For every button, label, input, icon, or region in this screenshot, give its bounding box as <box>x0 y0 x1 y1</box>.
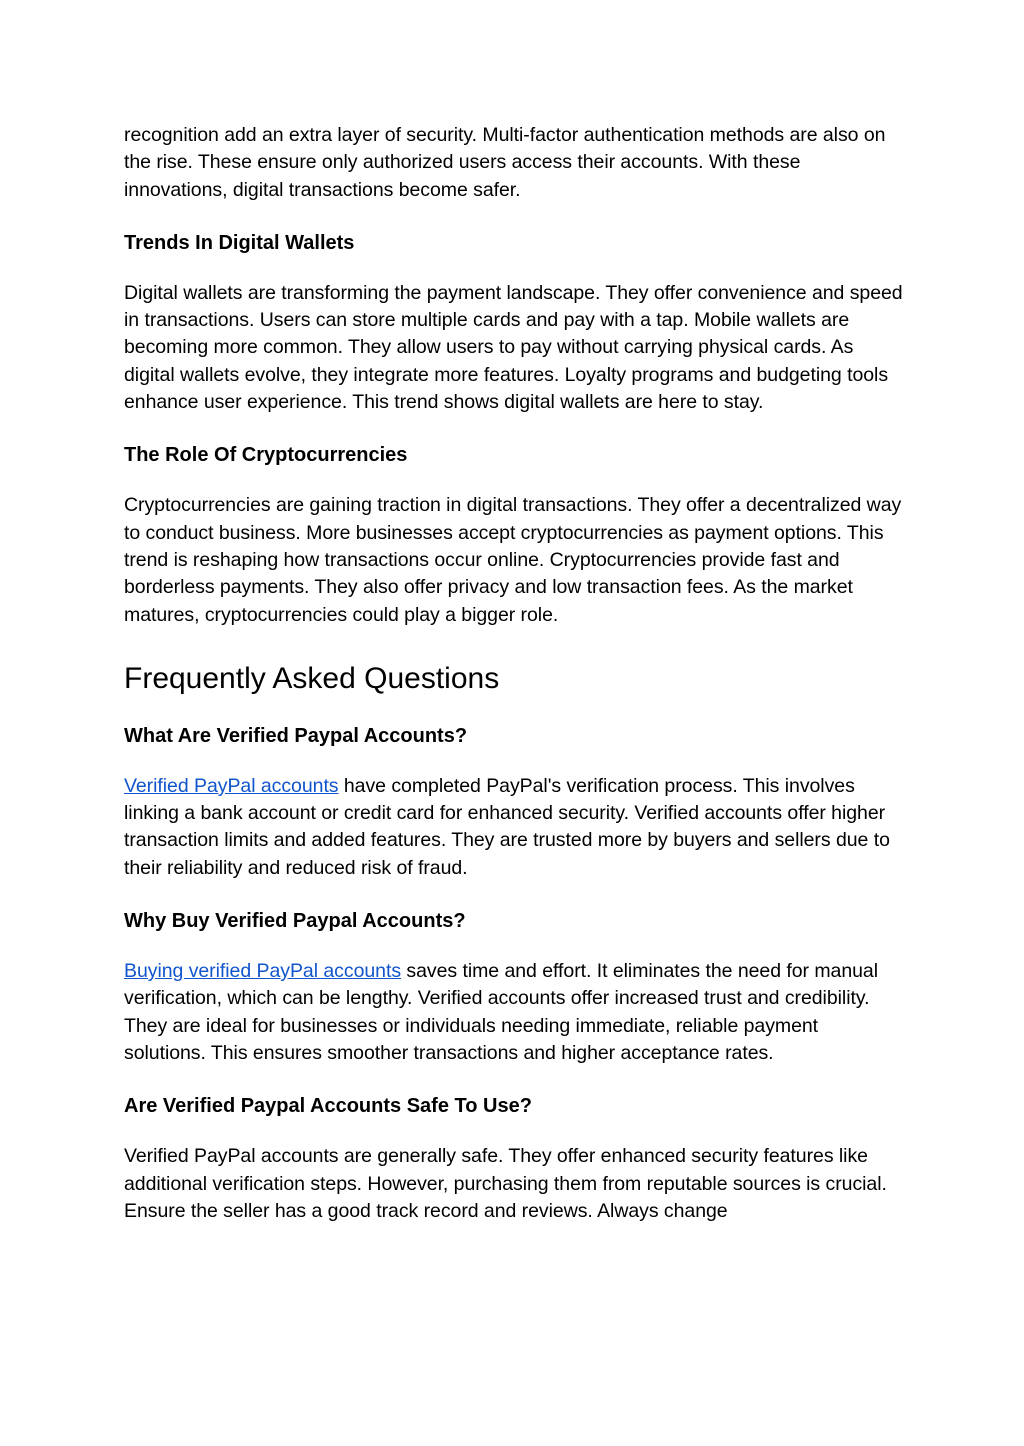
faq-answer-2-text: saves time and effort. It eliminates the need for manual verification, which can be lengthy. Verified accounts offer increased trust and credibility. They are ideal for businesses or individuals needing immediate, reliable payment solutions. This ensures smoother transactions and higher acceptance rates. <box>124 960 878 1064</box>
crypto-heading: The Role Of Cryptocurrencies <box>124 444 408 467</box>
buying-verified-paypal-accounts-link[interactable]: Buying verified PayPal accounts <box>124 960 402 983</box>
trends-paragraph: Digital wallets are transforming the payment landscape. They offer convenience and speed in transactions. Users can store multiple cards and pay with a tap. Mobile wallets are becoming more common. They allow users to pay without carrying physical cards. As digital wallets evolve, they integrate more features. Loyalty programs and budgeting tools enhance user experience. This trend shows digital wallets are here to stay. <box>124 281 903 414</box>
verified-paypal-accounts-link[interactable]: Verified PayPal accounts <box>124 774 339 797</box>
faq-question-2: Why Buy Verified Paypal Accounts? <box>124 910 466 933</box>
document-page <box>124 122 904 1225</box>
faq-answer-3: Verified PayPal accounts are generally safe. They offer enhanced security features like additional verification steps. However, purchasing them from reputable sources is crucial. Ensure the seller has a good track record and reviews. Always change <box>124 1145 887 1222</box>
intro-paragraph: recognition add an extra layer of security. Multi-factor authentication methods are also on the rise. These ensure only authorized users access their accounts. With these innovations, digital transactions become safer. <box>124 124 886 201</box>
faq-question-3: Are Verified Paypal Accounts Safe To Use? <box>124 1095 532 1118</box>
faq-question-1: What Are Verified Paypal Accounts? <box>124 724 468 747</box>
faq-answer-1 <box>124 773 904 882</box>
crypto-paragraph: Cryptocurrencies are gaining traction in digital transactions. They offer a decentralized way to conduct business. More businesses accept cryptocurrencies as payment options. This trend is reshaping how transactions occur online. Cryptocurrencies provide fast and borderless payments. They also offer privacy and low transaction fees. As the market matures, cryptocurrencies could play a bigger role. <box>124 494 902 626</box>
faq-heading: Frequently Asked Questions <box>124 661 500 695</box>
faq-answer-1-text: have completed PayPal's verification process. This involves linking a bank account or credit card for enhanced security. Verified accounts offer higher transaction limits and added features. They are trusted more by buyers and sellers due to their reliability and reduced risk of fraud. <box>124 774 890 879</box>
trends-heading: Trends In Digital Wallets <box>124 231 355 254</box>
faq-answer-2 <box>124 958 904 1067</box>
